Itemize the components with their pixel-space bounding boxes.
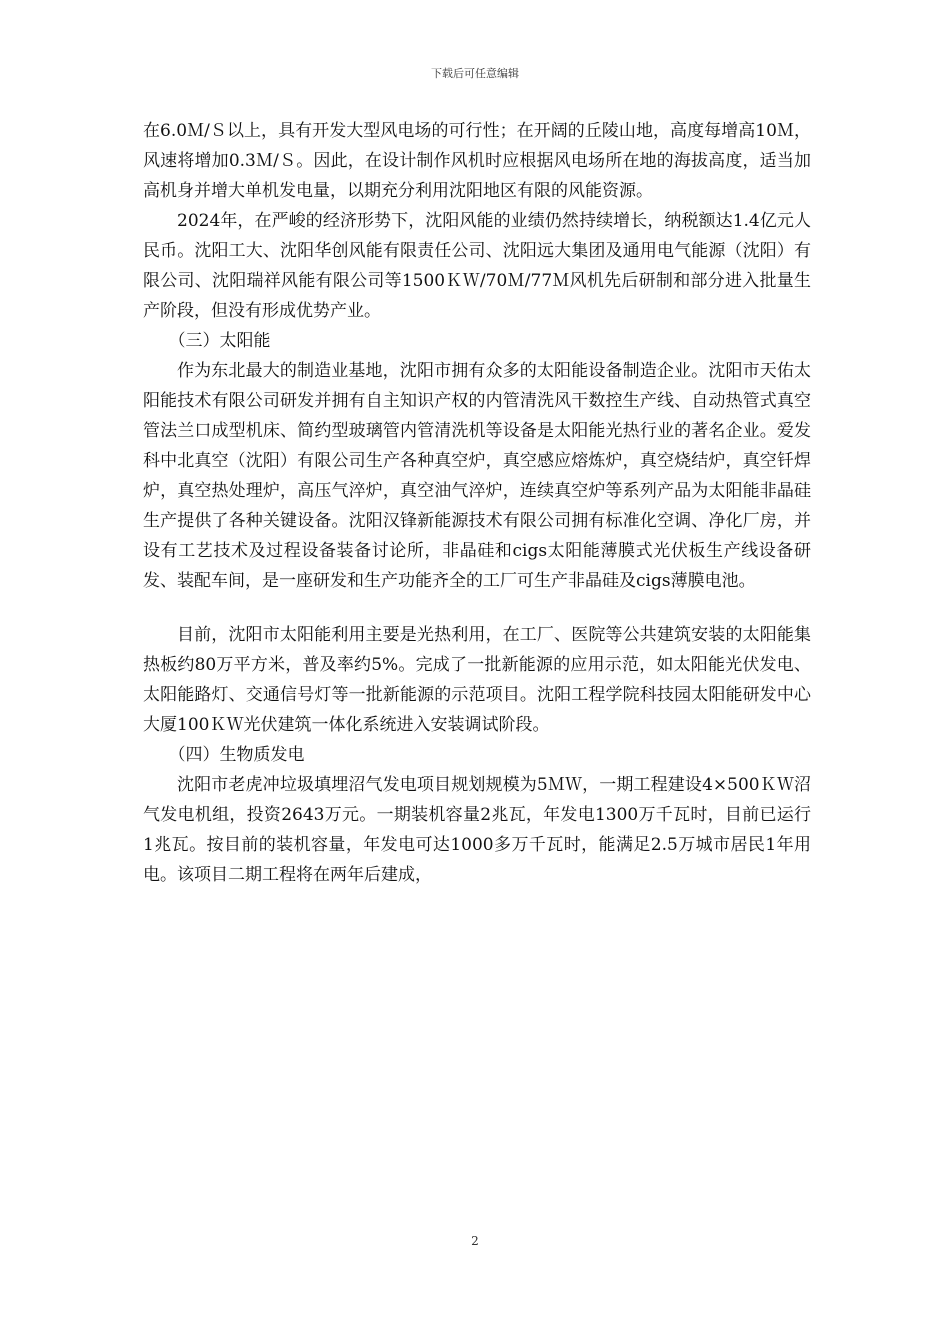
document-body [143, 116, 811, 890]
section-heading-biomass: （四）生物质发电 [168, 745, 305, 765]
section-heading-solar: （三）太阳能 [168, 331, 271, 351]
paragraph-solar-manufacturing: 作为东北最大的制造业基地，沈阳市拥有众多的太阳能设备制造企业。沈阳市天佑太阳能技术有限公司研发并拥有自主知识产权的内管清洗风干数控生产线、自动热管式真空管法兰口成型机床、简约型玻璃管内管清洗机等设备是太阳能光热行业的著名企业。爱发科中北真空（沈阳）有限公司生产各种真空炉，真空感应熔炼炉，真空烧结炉，真空钎焊炉，真空热处理炉，高压气淬炉，真空油气淬炉，连续真空炉等系列产品为太阳能非晶硅生产提供了各种关键设备。沈阳汉锋新能源技术有限公司拥有标准化空调、净化厂房，并设有工艺技术及过程设备装备讨论所，非晶硅和cigs太阳能薄膜式光伏板生产线设备研发、装配车间，是一座研发和生产功能齐全的工厂可生产非晶硅及cigs薄膜电池。 [143, 361, 811, 591]
paragraph-wind-industry-2024: 2024年，在严峻的经济形势下，沈阳风能的业绩仍然持续增长，纳税额达1.4亿元人民币。沈阳工大、沈阳华创风能有限责任公司、沈阳远大集团及通用电气能源（沈阳）有限公司、沈阳瑞祥风能有限公司等1500ＫＷ/70Ｍ/77Ｍ风机先后研制和部分进入批量生产阶段，但没有形成优势产业。 [143, 211, 811, 321]
paragraph-solar-utilization: 目前，沈阳市太阳能利用主要是光热利用，在工厂、医院等公共建筑安装的太阳能集热板约80万平方米，普及率约5%。完成了一批新能源的应用示范，如太阳能光伏发电、太阳能路灯、交通信号灯等一批新能源的示范项目。沈阳工程学院科技园太阳能研发中心大厦100ＫＷ光伏建筑一体化系统进入安装调试阶段。 [143, 625, 811, 735]
page-number: 2 [471, 1234, 479, 1248]
paragraph-wind-speed: 在6.0Ｍ/Ｓ以上，具有开发大型风电场的可行性；在开阔的丘陵山地，高度每增高10Ｍ，风速将增加0.3Ｍ/Ｓ。因此，在设计制作风机时应根据风电场所在地的海拔高度，适当加高机身并增大单机发电量，以期充分利用沈阳地区有限的风能资源。 [143, 121, 811, 201]
paragraph-biomass-project: 沈阳市老虎冲垃圾填埋沼气发电项目规划规模为5ＭＷ，一期工程建设4×500ＫＷ沼气发电机组，投资2643万元。一期装机容量2兆瓦，年发电1300万千瓦时，目前已运行1兆瓦。按目前的装机容量，年发电可达1000多万千瓦时，能满足2.5万城市居民1年用电。该项目二期工程将在两年后建成， [143, 775, 811, 885]
page-header: 下载后可任意编辑 [431, 67, 519, 80]
